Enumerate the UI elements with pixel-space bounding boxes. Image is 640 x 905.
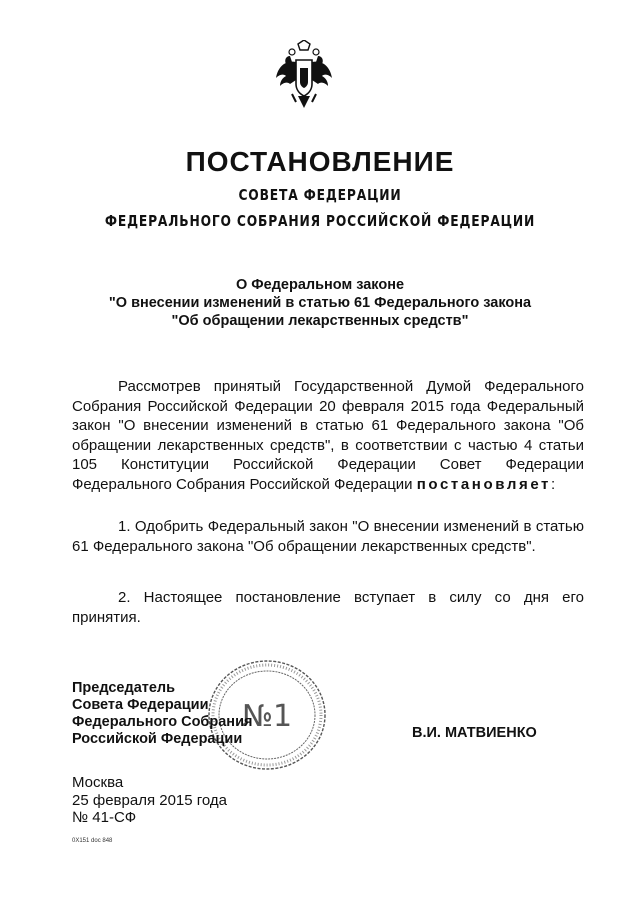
document-title: ПОСТАНОВЛЕНИЕ	[185, 146, 455, 177]
intro-text: Рассмотрев принятый Государственной Думой Федерального Собрания Российской Федерации 20 февраля 2015 года Федеральный закон "О внесении изменений в статью 61 Федерального закона "Об обращении лекарственных средств", в соответствии с частью 4 статьи 105 Конституции Российской Федерации Совет Федерации Федерального Собрания Российской Федерации	[72, 378, 584, 493]
intro-paragraph	[72, 377, 584, 495]
city: Москва	[72, 774, 124, 791]
document-number: № 41-СФ	[72, 809, 137, 826]
footer-code: 0X151 doc 848	[72, 838, 113, 844]
position-line-2: Совета Федерации	[72, 697, 209, 713]
stamp-number: №1	[241, 699, 293, 734]
decree-colon: :	[551, 475, 556, 493]
law-title-line-2: "О внесении изменений в статью 61 Федерального закона	[108, 295, 532, 311]
issuer-line-1: СОВЕТА ФЕДЕРАЦИИ	[238, 186, 402, 204]
signatory-position	[72, 680, 252, 748]
position-line-3: Федерального Собрания	[72, 714, 253, 730]
resolution-item-1: 1. Одобрить Федеральный закон "О внесении изменений в статью 61 Федерального закона "Об обращении лекарственных средств".	[72, 518, 584, 555]
signer-name: В.И. МАТВИЕНКО	[412, 725, 537, 741]
double-headed-eagle-icon	[272, 40, 336, 112]
issuer-line-2: ФЕДЕРАЛЬНОГО СОБРАНИЯ РОССИЙСКОЙ ФЕДЕРАЦИИ	[104, 212, 536, 230]
date: 25 февраля 2015 года	[72, 791, 228, 809]
place-and-date	[72, 774, 227, 827]
position-line-1: Председатель	[72, 680, 176, 696]
law-title-line-3: "Об обращении лекарственных средств"	[171, 313, 469, 329]
law-title	[0, 276, 640, 330]
resolution-item-2: 2. Настоящее постановление вступает в силу со дня его принятия.	[72, 589, 584, 626]
law-title-line-1: О Федеральном законе	[235, 277, 405, 293]
decree-word: постановляет	[416, 475, 552, 493]
position-line-4: Российской Федерации	[72, 731, 243, 747]
